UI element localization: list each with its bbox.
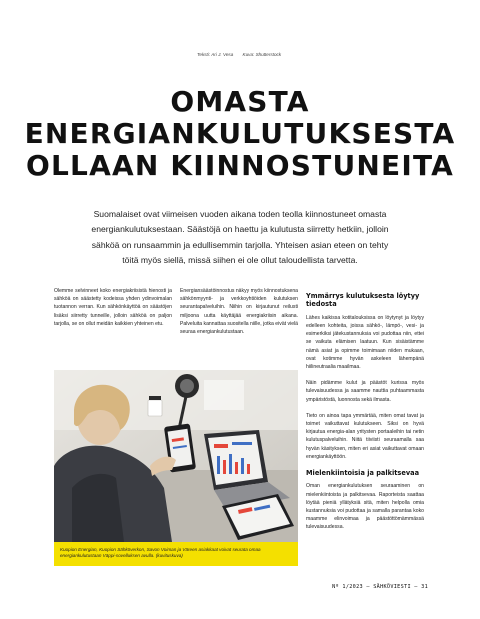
photo-caption [54, 542, 298, 566]
article-photo [54, 370, 298, 542]
headline-line-2: ENERGIANKULUTUKSESTA [24, 117, 456, 150]
subheading-2: Mielenkiintoisia ja palkitsevaa [306, 469, 420, 478]
lead-paragraph: Suomalaiset ovat viimeisen vuoden aikana toden teolla kiinnostuneet omasta energiankulutuksestaan. Säästöjä on haettu ja kulutusta siirretty hetkiin, jolloin sähköä on runsaammin ja edullisemmin tarjolla. Yhteisen asian eteen on tehty töitä myös siellä, missä siihen ei ole ollut taloudellista tarvetta. [91, 209, 389, 266]
column-3-paragraph-1: Lähes kaikissa kotitalouksissa on löytynyt ja löytyy edelleen kohteita, joissa sähkö-, lämpö-, vesi- ja esimerkiksi jätekustannuksia voi pudottaa niin, ettei se vaikuta elämisen laatuun. Kun sisäistämme nämä asiat ja opimme toimimaan niiden mukaan, ovat kotimme hyvän askeleen lähempänä hiilineutraalia maailmaa. [306, 314, 424, 371]
column-2-paragraph-1: Energiansäästöinnostus näkyy myös kiinnostuksena sähkönmyynti- ja verkkoyhtiöiden kulutuksen seurantapalveluihin. Niihin on kirjautunut reilusti miljoona uutta käyttäjää energiakriisin aikana. Palveluita kannattaa suositella niille, jotka eivät vielä seuraa energiankulutustaan. [180, 288, 298, 336]
credits [197, 52, 289, 57]
column-1 [54, 287, 172, 336]
headline-line-1: OMASTA [170, 85, 310, 118]
photo-illustration [54, 370, 298, 542]
mug-icon [148, 396, 162, 416]
photo-credit: Kuva: Shutterstock [242, 52, 282, 57]
column-3-paragraph-3: Tieto on ainoa tapa ymmärtää, miten omat tavat ja toimet vaikuttavat kulutukseen. Siksi on hyvä kirjautua energia-alan yritysten portaaleihin tai netin kulutuspalveluihin. Niitä tiiviisti seuraamalla saa hyvän käsityksen, miten eri asiat vaikuttavat omaan energiankäyttöön. [306, 412, 424, 460]
column-3-paragraph-2: Näin pidämme kulut ja päästöt kurissa myös tulevaisuudessa ja saamme nauttia puhtaammasta ympäristöstä, luonnosta sekä ilmasta. [306, 380, 424, 403]
photo-caption-text: Kuopion Energian, Kuopion Sähköverkon, Savon Voiman ja Väreen asiakkaat voivat seurata omaa energiankulutustaan Väppi-sovelluksen avulla. (kuvituskuva) [60, 547, 261, 559]
subheading-1: Ymmärrys kulutuksesta löytyy tiedosta [306, 292, 420, 309]
column-3 [306, 292, 424, 540]
column-3-paragraph-4: Oman energiankulutuksen seuraaminen on mielenkiintoista ja palkitsevaa. Raporteista saattaa löytää pieniä yllätyksiä sitä, miten helpolla omia kustannuksia voi pudottaa ja samalla parantaa koko maamme elinvoimaa ja päästöttömämmässä tulevaisuudessa. [306, 483, 424, 531]
author-credit: Teksti: Ari J. Vesa [197, 52, 234, 57]
headline-line-3: OLLAAN KIINNOSTUNEITA [26, 149, 454, 182]
page-footer: Nº 1/2023 — SÄHKÖVIESTI — 31 [332, 584, 428, 590]
column-2 [180, 287, 298, 344]
column-1-paragraph-1: Olemme selvinneet koko energiakriisistä hienosti ja sähköä on säästetty kodeissa yhden ydinvoimalan tuotannon verran. Kun sähkönkäyttöä on säästöjen lisäksi siirretty tunneille, jolloin sähköä on paljon tarjolla, se on ollut meidän kaikkien yhteinen etu. [54, 288, 172, 327]
headline [0, 86, 480, 182]
